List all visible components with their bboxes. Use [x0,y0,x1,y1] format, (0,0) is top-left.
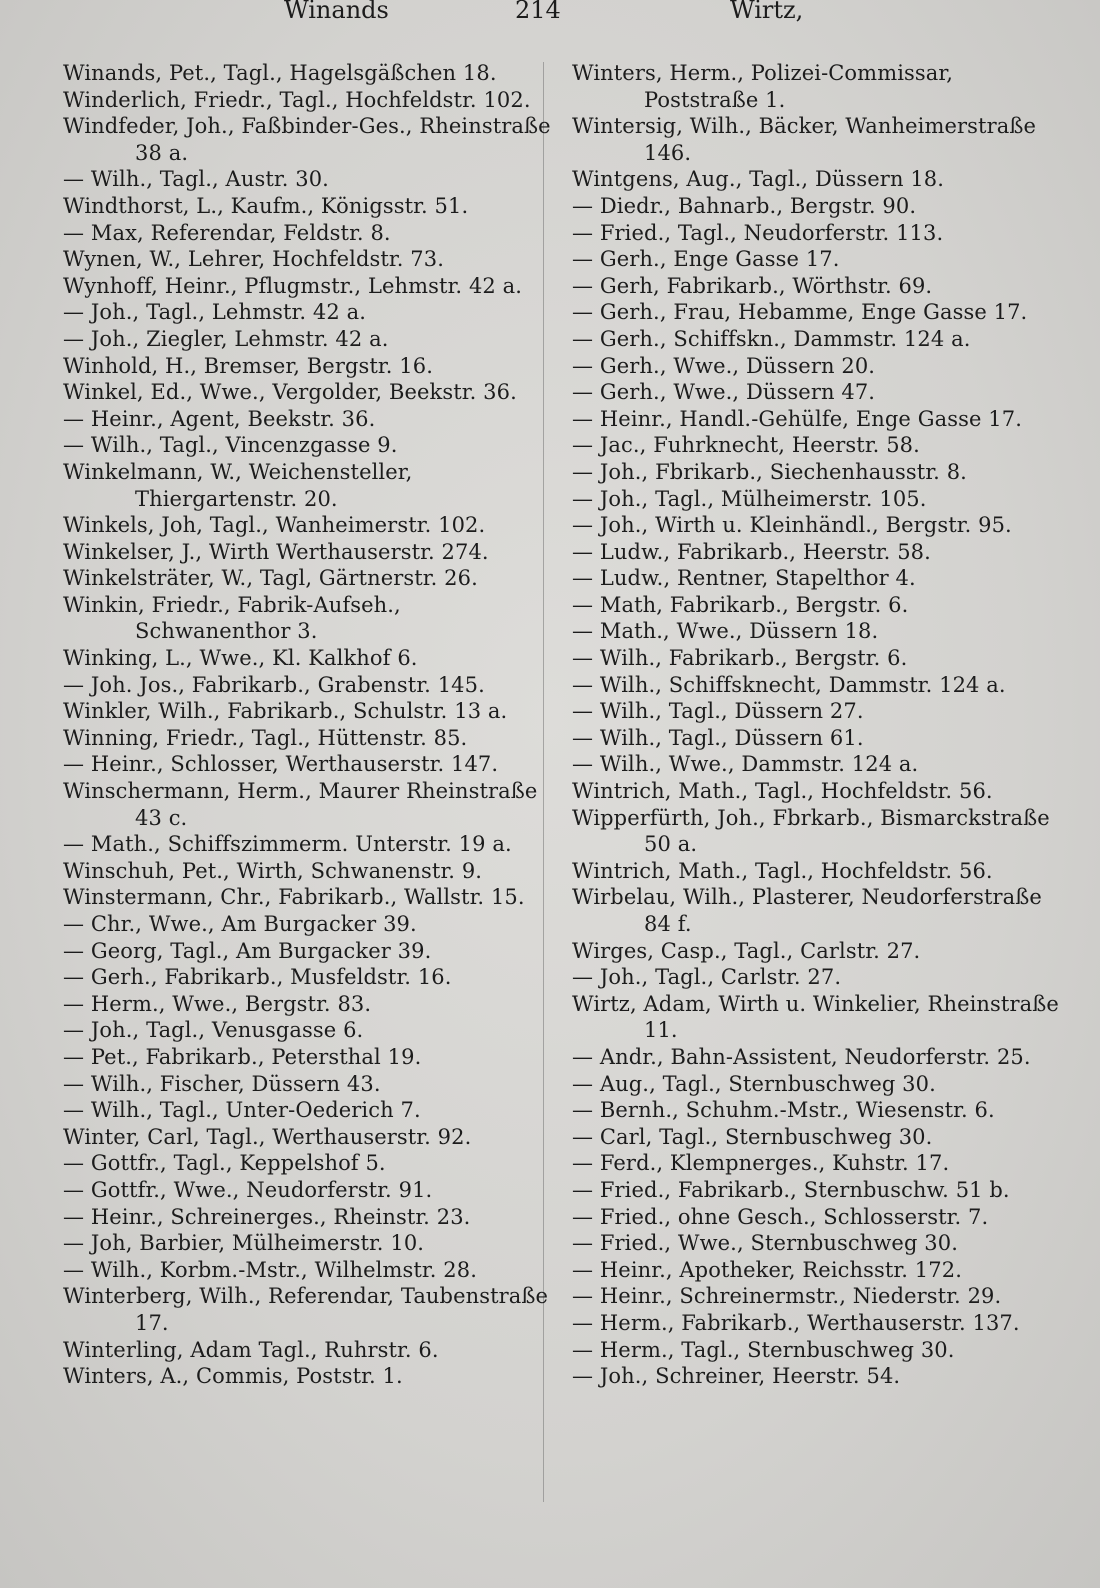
directory-entry: — Pet., Fabrikarb., Petersthal 19. [63,1044,422,1069]
header-first-entry: Winands [284,0,389,24]
directory-entry: Winking, L., Wwe., Kl. Kalkhof 6. [63,646,418,671]
directory-entry: — Wilh., Fischer, Düssern 43. [63,1071,381,1096]
directory-entry: — Gottfr., Wwe., Neudorferstr. 91. [63,1177,433,1202]
directory-entry: Wintrich, Math., Tagl., Hochfeldstr. 56. [572,858,993,883]
directory-entry: — Math., Schiffszimmerm. Unterstr. 19 a. [63,832,512,857]
directory-entry: — Herm., Wwe., Bergstr. 83. [63,991,372,1016]
directory-entry: — Wilh., Tagl., Austr. 30. [63,167,329,192]
directory-entry: — Gerh., Schiffskn., Dammstr. 124 a. [572,326,971,351]
directory-entry: — Bernh., Schuhm.-Mstr., Wiesenstr. 6. [572,1098,995,1123]
directory-entry: — Max, Referendar, Feldstr. 8. [63,220,391,245]
directory-entry: Winkin, Friedr., Fabrik-Aufseh., Schwanenthor 3. [63,592,401,644]
directory-entry: — Heinr., Schlosser, Werthauserstr. 147. [63,752,499,777]
directory-entry: Winkler, Wilh., Fabrikarb., Schulstr. 13 a. [63,699,508,724]
right-column [572,60,1062,1390]
directory-entry: Wirges, Casp., Tagl., Carlstr. 27. [572,938,921,963]
directory-entry: — Wilh., Tagl., Unter-Oederich 7. [63,1098,421,1123]
directory-entry: Wynen, W., Lehrer, Hochfeldstr. 73. [63,247,444,272]
directory-entry: Winschuh, Pet., Wirth, Schwanenstr. 9. [63,858,483,883]
directory-entry: — Wilh., Korbm.-Mstr., Wilhelmstr. 28. [63,1257,478,1282]
directory-entry: — Aug., Tagl., Sternbuschweg 30. [572,1071,936,1096]
directory-entry: Winkel, Ed., Wwe., Vergolder, Beekstr. 36. [63,380,517,405]
directory-entry: — Heinr., Schreinerges., Rheinstr. 23. [63,1204,471,1229]
directory-entry: — Ferd., Klempnerges., Kuhstr. 17. [572,1151,950,1176]
directory-entry: Wintrich, Math., Tagl., Hochfeldstr. 56. [572,779,993,804]
left-column [63,60,553,1390]
directory-entry: Wirtz, Adam, Wirth u. Winkelier, Rheinstraße 11. [572,991,1059,1043]
directory-entry: — Fried., ohne Gesch., Schlosserstr. 7. [572,1204,989,1229]
directory-entry: — Joh., Schreiner, Heerstr. 54. [572,1364,901,1389]
directory-entry: — Wilh., Tagl., Düssern 27. [572,699,864,724]
directory-entry: — Heinr., Schreinermstr., Niederstr. 29. [572,1284,1002,1309]
directory-entry: Wintersig, Wilh., Bäcker, Wanheimerstraße 146. [572,114,1036,165]
directory-entry: — Gerh, Fabrikarb., Wörthstr. 69. [572,273,933,298]
directory-entry: — Joh., Wirth u. Kleinhändl., Bergstr. 95. [572,513,1012,538]
directory-entry: — Jac., Fuhrknecht, Heerstr. 58. [572,433,920,458]
directory-entry: — Wilh., Tagl., Vincenzgasse 9. [63,433,398,458]
directory-entry: Windfeder, Joh., Faßbinder-Ges., Rheinstraße 38 a. [63,114,551,165]
directory-entry: — Gottfr., Tagl., Keppelshof 5. [63,1151,386,1176]
directory-entry: Winterling, Adam Tagl., Ruhrstr. 6. [63,1337,439,1362]
directory-entry: — Heinr., Handl.-Gehülfe, Enge Gasse 17. [572,406,1022,431]
running-head [0,0,1100,30]
directory-entry: — Gerh., Wwe., Düssern 47. [572,380,876,405]
directory-entry: — Math., Wwe., Düssern 18. [572,619,879,644]
directory-entry: Wynhoff, Heinr., Pflugmstr., Lehmstr. 42 a. [63,273,523,298]
directory-entry: Winkelsträter, W., Tagl, Gärtnerstr. 26. [63,566,478,591]
directory-entry: — Wilh., Wwe., Dammstr. 124 a. [572,752,919,777]
directory-entry: — Ludw., Rentner, Stapelthor 4. [572,566,916,591]
directory-entry: Winterberg, Wilh., Referendar, Taubenstraße 17. [63,1284,549,1335]
directory-entry: — Math, Fabrikarb., Bergstr. 6. [572,592,909,617]
directory-entry: — Gerh., Wwe., Düssern 20. [572,353,876,378]
directory-entry: — Georg, Tagl., Am Burgacker 39. [63,938,432,963]
directory-entry: Wirbelau, Wilh., Plasterer, Neudorferstraße 84 f. [572,885,1042,936]
directory-entry: — Fried., Fabrikarb., Sternbuschw. 51 b. [572,1177,1010,1202]
directory-entry: — Heinr., Agent, Beekstr. 36. [63,406,376,431]
directory-entry: — Gerh., Frau, Hebamme, Enge Gasse 17. [572,300,1028,325]
directory-entry: Winter, Carl, Tagl., Werthauserstr. 92. [63,1124,472,1149]
directory-entry: — Chr., Wwe., Am Burgacker 39. [63,912,417,936]
directory-entry: Winands, Pet., Tagl., Hagelsgäßchen 18. [63,61,497,85]
directory-entry: — Carl, Tagl., Sternbuschweg 30. [572,1124,933,1149]
directory-entry: Winstermann, Chr., Fabrikarb., Wallstr. 15. [63,885,525,910]
directory-entry: — Diedr., Bahnarb., Bergstr. 90. [572,193,917,218]
directory-entry: — Wilh., Fabrikarb., Bergstr. 6. [572,646,908,671]
directory-entry: — Herm., Fabrikarb., Werthauserstr. 137. [572,1310,1020,1335]
directory-entry: — Gerh., Enge Gasse 17. [572,247,840,272]
directory-entry: — Wilh., Schiffsknecht, Dammstr. 124 a. [572,672,1006,697]
directory-entry: — Gerh., Fabrikarb., Musfeldstr. 16. [63,965,452,990]
directory-entry: Winderlich, Friedr., Tagl., Hochfeldstr. 102. [63,87,531,112]
directory-entry: — Joh., Tagl., Carlstr. 27. [572,965,842,990]
directory-entry: — Joh. Jos., Fabrikarb., Grabenstr. 145. [63,672,485,697]
directory-entry: Winhold, H., Bremser, Bergstr. 16. [63,353,434,378]
directory-entry: Wipperfürth, Joh., Fbrkarb., Bismarckstraße 50 a. [572,805,1050,857]
directory-entry: Winters, A., Commis, Poststr. 1. [63,1364,403,1389]
directory-entry: — Heinr., Apotheker, Reichsstr. 172. [572,1257,962,1282]
directory-entry: — Ludw., Fabrikarb., Heerstr. 58. [572,539,931,564]
directory-entry: Winters, Herm., Polizei-Commissar, Poststraße 1. [572,61,953,112]
directory-entry: — Joh., Tagl., Lehmstr. 42 a. [63,300,366,325]
directory-entry: — Fried., Wwe., Sternbuschweg 30. [572,1231,958,1256]
directory-entry: — Wilh., Tagl., Düssern 61. [572,725,864,750]
directory-entry: — Joh., Fbrikarb., Siechenhausstr. 8. [572,459,967,484]
directory-entry: Winschermann, Herm., Maurer Rheinstraße 43 c. [63,779,538,830]
directory-entry: — Fried., Tagl., Neudorferstr. 113. [572,220,944,245]
directory-entry: Winning, Friedr., Tagl., Hüttenstr. 85. [63,725,468,750]
directory-entry: — Joh, Barbier, Mülheimerstr. 10. [63,1231,425,1256]
directory-entry: — Andr., Bahn-Assistent, Neudorferstr. 25. [572,1044,1031,1069]
page-number: 214 [515,0,561,24]
directory-entry: Winkelmann, W., Weichensteller, Thiergartenstr. 20. [63,459,413,511]
directory-entry: Winkelser, J., Wirth Werthauserstr. 274. [63,539,489,564]
directory-entry: — Herm., Tagl., Sternbuschweg 30. [572,1337,955,1362]
header-last-entry: Wirtz, [730,0,804,24]
directory-entry: Windthorst, L., Kaufm., Königsstr. 51. [63,193,469,218]
directory-entry: — Joh., Tagl., Mülheimerstr. 105. [572,486,927,511]
directory-entry: — Joh., Tagl., Venusgasse 6. [63,1018,364,1043]
directory-entry: — Joh., Ziegler, Lehmstr. 42 a. [63,326,389,351]
directory-entry: Wintgens, Aug., Tagl., Düssern 18. [572,167,945,192]
directory-entry: Winkels, Joh, Tagl., Wanheimerstr. 102. [63,513,486,538]
